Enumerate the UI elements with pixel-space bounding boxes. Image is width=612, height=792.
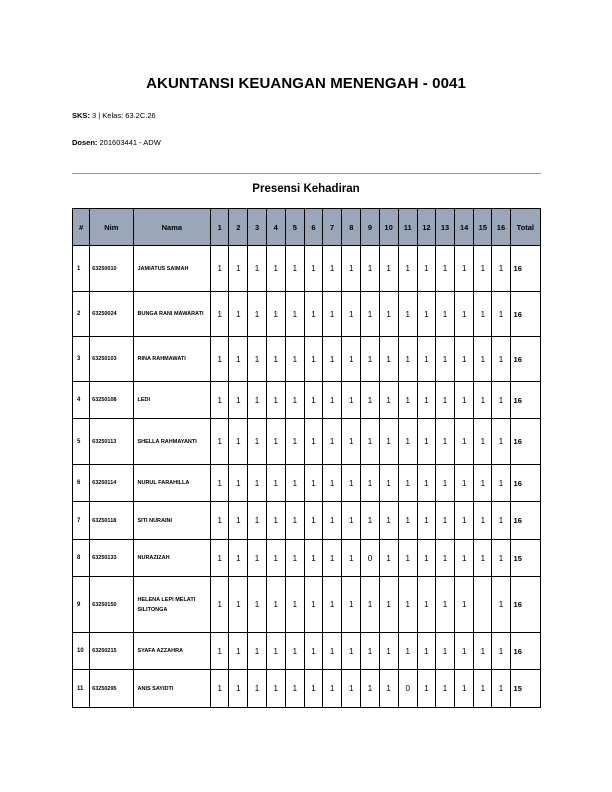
- row-number: 11: [73, 670, 90, 708]
- attendance-cell: 1: [211, 246, 229, 292]
- attendance-cell: 1: [304, 670, 322, 708]
- attendance-cell: 1: [398, 419, 417, 465]
- attendance-cell: 1: [417, 633, 435, 670]
- course-info: [72, 111, 156, 120]
- table-row: [73, 292, 541, 337]
- attendance-cell: 1: [323, 292, 342, 337]
- attendance-cell: 1: [248, 382, 266, 419]
- column-header: 5: [285, 209, 304, 246]
- attendance-total: 16: [510, 502, 540, 540]
- attendance-total: 15: [510, 670, 540, 708]
- attendance-cell: 1: [323, 502, 342, 540]
- row-number: 5: [73, 419, 90, 465]
- column-header: 4: [266, 209, 285, 246]
- attendance-cell: 1: [285, 540, 304, 577]
- attendance-cell: 1: [342, 540, 361, 577]
- column-header: 13: [435, 209, 454, 246]
- attendance-cell: 1: [323, 670, 342, 708]
- attendance-cell: 1: [211, 382, 229, 419]
- attendance-cell: 1: [417, 577, 435, 633]
- student-nim: 63250103: [90, 337, 133, 382]
- attendance-cell: 1: [266, 540, 285, 577]
- attendance-cell: 1: [455, 540, 474, 577]
- attendance-cell: 1: [379, 246, 398, 292]
- student-nim: 63250010: [90, 246, 133, 292]
- attendance-cell: 1: [285, 577, 304, 633]
- attendance-cell: 1: [342, 337, 361, 382]
- attendance-cell: 1: [304, 540, 322, 577]
- attendance-cell: 1: [417, 502, 435, 540]
- attendance-cell: 1: [379, 502, 398, 540]
- attendance-cell: 1: [474, 292, 492, 337]
- attendance-cell: 1: [229, 502, 248, 540]
- column-header: 15: [474, 209, 492, 246]
- attendance-cell: 1: [248, 337, 266, 382]
- attendance-cell: 1: [323, 337, 342, 382]
- attendance-cell: 1: [266, 633, 285, 670]
- attendance-cell: 1: [492, 577, 510, 633]
- attendance-cell: 1: [211, 465, 229, 502]
- table-row: [73, 246, 541, 292]
- attendance-cell: 1: [455, 670, 474, 708]
- attendance-cell: 1: [323, 419, 342, 465]
- student-name: BUNGA RANI MAWARATI: [133, 292, 211, 337]
- attendance-cell: 1: [211, 502, 229, 540]
- attendance-cell: 1: [304, 502, 322, 540]
- attendance-cell: 1: [248, 577, 266, 633]
- attendance-cell: 1: [211, 419, 229, 465]
- column-header: 11: [398, 209, 417, 246]
- attendance-cell: 1: [417, 337, 435, 382]
- attendance-cell: 1: [379, 382, 398, 419]
- attendance-cell: 1: [474, 633, 492, 670]
- attendance-cell: 1: [248, 540, 266, 577]
- attendance-cell: 1: [474, 670, 492, 708]
- attendance-cell: 1: [248, 465, 266, 502]
- attendance-cell: 1: [342, 577, 361, 633]
- lecturer-info: [72, 138, 161, 147]
- column-header: 14: [455, 209, 474, 246]
- attendance-cell: 1: [285, 465, 304, 502]
- attendance-cell: 1: [304, 292, 322, 337]
- column-header: 9: [361, 209, 379, 246]
- attendance-cell: 1: [304, 577, 322, 633]
- dosen-label: Dosen:: [72, 138, 98, 147]
- attendance-cell: 1: [266, 670, 285, 708]
- row-number: 1: [73, 246, 90, 292]
- attendance-cell: 1: [248, 670, 266, 708]
- student-nim: 63250024: [90, 292, 133, 337]
- student-name: SITI NURAINI: [133, 502, 211, 540]
- attendance-cell: 1: [229, 337, 248, 382]
- student-nim: 63250118: [90, 502, 133, 540]
- attendance-cell: 1: [398, 577, 417, 633]
- attendance-cell: 1: [455, 382, 474, 419]
- attendance-cell: 1: [304, 382, 322, 419]
- attendance-cell: 1: [379, 419, 398, 465]
- student-name: RINA RAHMAWATI: [133, 337, 211, 382]
- table-row: [73, 419, 541, 465]
- row-number: 10: [73, 633, 90, 670]
- attendance-cell: 1: [304, 465, 322, 502]
- attendance-cell: 1: [323, 465, 342, 502]
- attendance-cell: 1: [211, 337, 229, 382]
- attendance-cell: 1: [211, 670, 229, 708]
- attendance-cell: 1: [342, 292, 361, 337]
- attendance-cell: 1: [474, 246, 492, 292]
- attendance-cell: 1: [379, 670, 398, 708]
- attendance-cell: 1: [492, 633, 510, 670]
- attendance-cell: 1: [323, 540, 342, 577]
- attendance-cell: 1: [379, 465, 398, 502]
- attendance-cell: 1: [266, 577, 285, 633]
- attendance-cell: 1: [455, 419, 474, 465]
- attendance-cell: 1: [435, 419, 454, 465]
- table-row: [73, 540, 541, 577]
- row-number: 7: [73, 502, 90, 540]
- attendance-cell: 1: [435, 465, 454, 502]
- attendance-cell: 1: [323, 577, 342, 633]
- attendance-total: 16: [510, 246, 540, 292]
- attendance-cell: 1: [229, 577, 248, 633]
- attendance-cell: 1: [435, 246, 454, 292]
- attendance-cell: 1: [492, 292, 510, 337]
- attendance-cell: 1: [417, 246, 435, 292]
- column-header: #: [73, 209, 90, 246]
- attendance-total: 16: [510, 577, 540, 633]
- attendance-total: 16: [510, 337, 540, 382]
- attendance-cell: 1: [492, 419, 510, 465]
- student-nim: 63250215: [90, 633, 133, 670]
- attendance-cell: 1: [342, 502, 361, 540]
- attendance-cell: 1: [417, 540, 435, 577]
- attendance-cell: 1: [229, 465, 248, 502]
- attendance-cell: 1: [492, 246, 510, 292]
- attendance-cell: 1: [398, 382, 417, 419]
- attendance-cell: 1: [342, 633, 361, 670]
- attendance-cell: 1: [379, 337, 398, 382]
- attendance-cell: 1: [285, 292, 304, 337]
- attendance-cell: 1: [285, 502, 304, 540]
- row-number: 6: [73, 465, 90, 502]
- attendance-cell: 1: [361, 337, 379, 382]
- attendance-total: 16: [510, 382, 540, 419]
- column-header: 12: [417, 209, 435, 246]
- attendance-cell: 1: [474, 465, 492, 502]
- table-header-row: [73, 209, 541, 246]
- sks-value: 3 | Kelas: 63.2C.26: [92, 111, 156, 120]
- attendance-cell: 1: [266, 419, 285, 465]
- attendance-cell: 1: [342, 246, 361, 292]
- student-name: SHELLA RAHMAYANTI: [133, 419, 211, 465]
- attendance-total: 15: [510, 540, 540, 577]
- attendance-cell: 1: [229, 246, 248, 292]
- attendance-cell: 1: [379, 292, 398, 337]
- attendance-cell: 1: [285, 246, 304, 292]
- student-nim: 63250150: [90, 577, 133, 633]
- attendance-cell: 1: [492, 337, 510, 382]
- attendance-cell: 1: [455, 465, 474, 502]
- table-row: [73, 465, 541, 502]
- attendance-cell: 1: [229, 670, 248, 708]
- attendance-cell: 1: [379, 577, 398, 633]
- attendance-cell: 1: [474, 382, 492, 419]
- student-name: HELENA LEPI MELATI SILITONGA: [133, 577, 211, 633]
- attendance-cell: [474, 577, 492, 633]
- attendance-cell: 1: [379, 633, 398, 670]
- attendance-cell: 1: [417, 419, 435, 465]
- attendance-cell: 1: [435, 670, 454, 708]
- attendance-cell: 1: [474, 337, 492, 382]
- attendance-cell: 1: [492, 465, 510, 502]
- attendance-cell: 1: [435, 540, 454, 577]
- row-number: 9: [73, 577, 90, 633]
- attendance-cell: 1: [435, 292, 454, 337]
- attendance-cell: 0: [361, 540, 379, 577]
- attendance-cell: 1: [323, 382, 342, 419]
- dosen-value: 201603441 - ADW: [99, 138, 161, 147]
- column-header: 16: [492, 209, 510, 246]
- student-nim: 63250295: [90, 670, 133, 708]
- student-name: JAMIATUS SAIMAH: [133, 246, 211, 292]
- attendance-cell: 1: [266, 292, 285, 337]
- attendance-cell: 1: [323, 246, 342, 292]
- attendance-cell: 1: [455, 577, 474, 633]
- attendance-cell: 1: [379, 540, 398, 577]
- column-header: 2: [229, 209, 248, 246]
- attendance-cell: 1: [398, 633, 417, 670]
- attendance-cell: 1: [361, 465, 379, 502]
- attendance-cell: 1: [455, 337, 474, 382]
- attendance-cell: 1: [492, 670, 510, 708]
- attendance-cell: 1: [323, 633, 342, 670]
- attendance-cell: 1: [435, 382, 454, 419]
- attendance-cell: 1: [417, 382, 435, 419]
- attendance-cell: 1: [266, 502, 285, 540]
- attendance-cell: 1: [211, 633, 229, 670]
- attendance-cell: 1: [361, 246, 379, 292]
- column-header: 6: [304, 209, 322, 246]
- attendance-cell: 1: [398, 292, 417, 337]
- attendance-cell: 1: [492, 540, 510, 577]
- attendance-cell: 1: [211, 292, 229, 337]
- student-name: ANIS SAYIDTI: [133, 670, 211, 708]
- attendance-cell: 1: [361, 577, 379, 633]
- attendance-cell: 1: [455, 292, 474, 337]
- attendance-cell: 1: [435, 633, 454, 670]
- attendance-cell: 1: [285, 337, 304, 382]
- attendance-cell: 1: [229, 419, 248, 465]
- attendance-cell: 1: [342, 465, 361, 502]
- attendance-table: [72, 208, 541, 708]
- attendance-cell: 1: [229, 292, 248, 337]
- attendance-total: 16: [510, 633, 540, 670]
- attendance-cell: 1: [361, 292, 379, 337]
- row-number: 2: [73, 292, 90, 337]
- attendance-cell: 1: [285, 419, 304, 465]
- attendance-cell: 1: [398, 337, 417, 382]
- attendance-cell: 1: [455, 633, 474, 670]
- attendance-cell: 1: [474, 502, 492, 540]
- student-nim: 63250133: [90, 540, 133, 577]
- attendance-cell: 1: [248, 419, 266, 465]
- attendance-cell: 1: [211, 540, 229, 577]
- attendance-cell: 1: [285, 382, 304, 419]
- row-number: 4: [73, 382, 90, 419]
- column-header: Total: [510, 209, 540, 246]
- column-header: 8: [342, 209, 361, 246]
- table-row: [73, 670, 541, 708]
- student-nim: 63250108: [90, 382, 133, 419]
- column-header: 3: [248, 209, 266, 246]
- attendance-cell: 1: [248, 502, 266, 540]
- attendance-cell: 1: [285, 670, 304, 708]
- attendance-cell: 1: [435, 502, 454, 540]
- attendance-cell: 1: [474, 540, 492, 577]
- attendance-cell: 1: [398, 465, 417, 502]
- attendance-cell: 1: [342, 382, 361, 419]
- attendance-cell: 1: [248, 246, 266, 292]
- row-number: 3: [73, 337, 90, 382]
- student-name: NURAZIZAH: [133, 540, 211, 577]
- attendance-cell: 1: [492, 502, 510, 540]
- attendance-cell: 1: [229, 540, 248, 577]
- document-title: AKUNTANSI KEUANGAN MENENGAH - 0041: [146, 75, 466, 92]
- attendance-cell: 1: [342, 419, 361, 465]
- table-row: [73, 382, 541, 419]
- attendance-cell: 1: [361, 670, 379, 708]
- attendance-cell: 1: [304, 246, 322, 292]
- attendance-cell: 1: [474, 419, 492, 465]
- student-name: SYAFA AZZAHRA: [133, 633, 211, 670]
- table-row: [73, 577, 541, 633]
- divider: [72, 173, 541, 174]
- column-header: 10: [379, 209, 398, 246]
- column-header: Nim: [90, 209, 133, 246]
- attendance-cell: 1: [266, 382, 285, 419]
- student-name: LEDI: [133, 382, 211, 419]
- student-nim: 63250114: [90, 465, 133, 502]
- attendance-cell: 1: [229, 633, 248, 670]
- attendance-total: 16: [510, 419, 540, 465]
- attendance-cell: 1: [266, 246, 285, 292]
- student-nim: 63250113: [90, 419, 133, 465]
- attendance-cell: 1: [398, 540, 417, 577]
- column-header: 7: [323, 209, 342, 246]
- section-title: Presensi Kehadiran: [252, 183, 360, 195]
- attendance-cell: 1: [304, 633, 322, 670]
- attendance-cell: 1: [304, 337, 322, 382]
- attendance-cell: 1: [435, 337, 454, 382]
- attendance-cell: 1: [342, 670, 361, 708]
- attendance-cell: 1: [266, 337, 285, 382]
- attendance-cell: 1: [248, 292, 266, 337]
- attendance-cell: 1: [417, 292, 435, 337]
- attendance-cell: 1: [398, 246, 417, 292]
- attendance-cell: 1: [417, 670, 435, 708]
- attendance-cell: 1: [304, 419, 322, 465]
- attendance-cell: 1: [248, 633, 266, 670]
- table-row: [73, 633, 541, 670]
- attendance-cell: 1: [398, 502, 417, 540]
- attendance-total: 16: [510, 292, 540, 337]
- attendance-total: 16: [510, 465, 540, 502]
- attendance-cell: 1: [266, 465, 285, 502]
- column-header: 1: [211, 209, 229, 246]
- sks-label: SKS:: [72, 111, 90, 120]
- table-row: [73, 337, 541, 382]
- row-number: 8: [73, 540, 90, 577]
- attendance-cell: 1: [361, 502, 379, 540]
- attendance-cell: 1: [229, 382, 248, 419]
- attendance-cell: 1: [455, 246, 474, 292]
- attendance-cell: 0: [398, 670, 417, 708]
- attendance-cell: 1: [361, 382, 379, 419]
- attendance-cell: 1: [361, 633, 379, 670]
- attendance-cell: 1: [361, 419, 379, 465]
- attendance-cell: 1: [455, 502, 474, 540]
- column-header: Nama: [133, 209, 211, 246]
- table-row: [73, 502, 541, 540]
- attendance-cell: 1: [417, 465, 435, 502]
- student-name: NURUL FARAHILLA: [133, 465, 211, 502]
- attendance-cell: 1: [211, 577, 229, 633]
- attendance-cell: 1: [492, 382, 510, 419]
- attendance-cell: 1: [285, 633, 304, 670]
- attendance-cell: 1: [435, 577, 454, 633]
